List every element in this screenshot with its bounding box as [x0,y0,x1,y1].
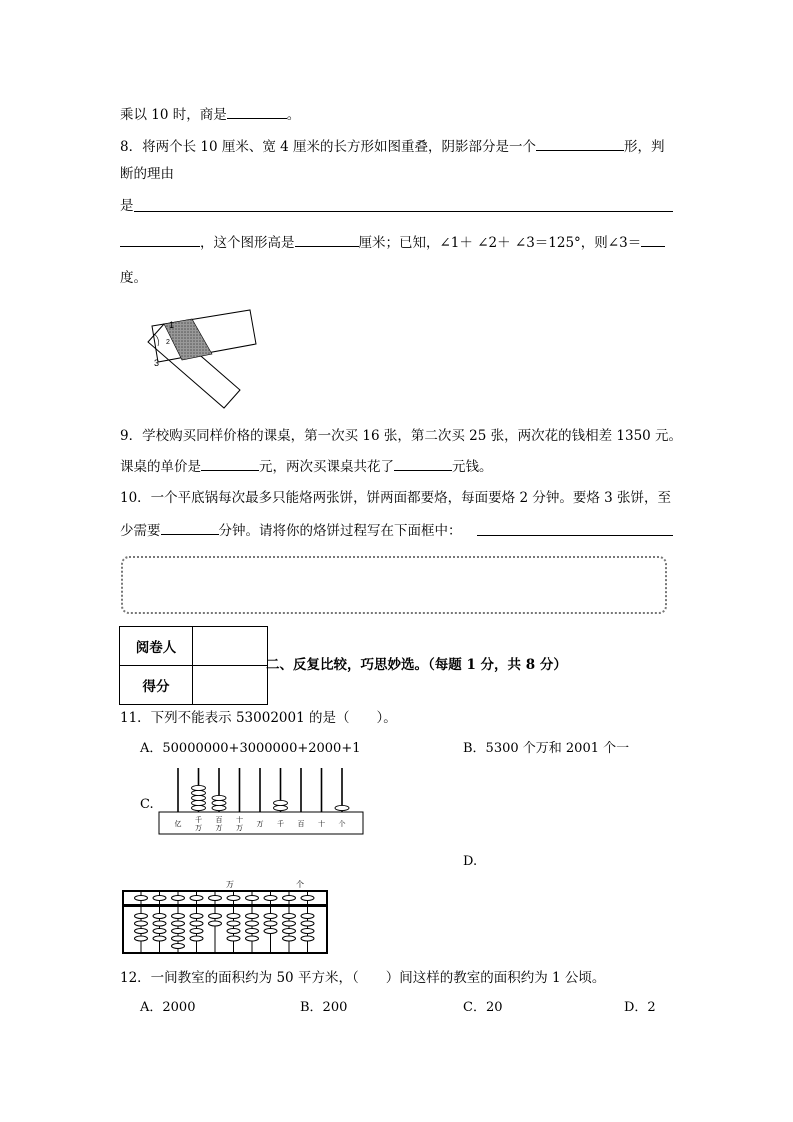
abacus-c-place-label: 万 [236,824,243,832]
abacus-c-bead [212,795,226,800]
abacus-d-bead-lower [135,921,148,926]
q11-option-b[interactable]: B．5300 个万和 2001 个一 [463,741,630,756]
abacus-d-bead-lower [246,914,259,919]
abacus-d-bead-lower [172,921,185,926]
abacus-d-bead-upper [172,896,185,901]
q8-line2: 断的理由 [120,166,174,182]
q8-angle-blank[interactable] [641,232,665,247]
q8-text-a: 8．将两个长 10 厘米、宽 4 厘米的长方形如图重叠，阴影部分是一个 [120,139,537,155]
abacus-d-bead-upper [264,896,277,901]
q10-minutes-blank[interactable] [161,520,219,535]
q8-label-1: 1 [169,320,175,330]
q8-line1 [120,136,665,157]
abacus-d-bead-lower [227,936,240,941]
abacus-d-bead-lower [209,921,222,926]
q11-option-c[interactable]: C. [140,797,154,812]
q12-option-c[interactable]: C．20 [463,1000,503,1015]
q12-option-d[interactable]: D．2 [624,1000,656,1015]
q11-option-a[interactable]: A．50000000+3000000+2000+1 [140,741,361,756]
q8-label-3: 3 [154,358,160,368]
q8-reason-blank[interactable] [134,211,673,212]
abacus-d-bead-lower [246,921,259,926]
abacus-d-bead-lower [172,936,185,941]
abacus-d-bead-lower [153,921,166,926]
abacus-d-bead-upper [283,896,296,901]
abacus-c-place-label: 百 [215,816,223,824]
abacus-d-bead-lower [153,914,166,919]
abacus-c-place-label: 万 [256,820,264,828]
abacus-d-bead-lower [227,921,240,926]
q8-line3: 是 [120,198,134,214]
abacus-c-place-label: 百 [297,820,305,828]
abacus-d-bead-lower [135,929,148,934]
abacus-c-place-label: 十 [236,816,243,824]
abacus-d-bead-lower [301,914,314,919]
abacus-d-bead-upper [227,896,240,901]
q10-process-label: 分钟。请将你的烙饼过程写在下面框中： [218,523,462,539]
abacus-d-bead-lower [209,914,222,919]
abacus-d-bead-lower [190,921,203,926]
q8-angle-formula: ∠1＋ ∠2＋ ∠3＝125°，则∠3＝ [439,235,642,251]
abacus-d-bead-upper [190,896,203,901]
abacus-c-place-label: 万 [215,824,223,832]
q7-tail-text: 乘以 10 时，商是 [120,107,227,123]
q8-height-blank[interactable] [295,232,359,247]
abacus-d-bead-lower [190,936,203,941]
q9-total-label: 元，两次买课桌共花了 [259,459,394,475]
score-table [119,626,268,705]
abacus-d-bead-lower [190,929,203,934]
abacus-d-bead-lower [135,936,148,941]
abacus-d-bead-lower [301,921,314,926]
q10-answer-box[interactable] [121,556,667,614]
q8-height-label: ，这个图形高是 [200,235,295,251]
q11-option-d[interactable]: D. [463,854,478,869]
abacus-d-bead-lower [283,936,296,941]
abacus-c-place-label: 千 [277,820,284,828]
q9-total-blank[interactable] [394,456,452,471]
q10-line2 [120,520,462,541]
q8-line4 [120,232,665,253]
abacus-c-bead [192,795,206,800]
q7-tail-end: 。 [286,107,301,123]
q7-answer-blank[interactable] [227,104,287,119]
abacus-d-bead-lower [246,929,259,934]
q11-abacus-d-figure [120,876,330,956]
abacus-c-bead [212,805,226,810]
abacus-d-bead-lower [301,929,314,934]
q9-line2 [120,456,493,477]
abacus-d-bead-lower [283,929,296,934]
abacus-d-bead-lower [301,936,314,941]
abacus-c-bead [192,790,206,795]
reviewer-cell[interactable] [193,627,268,666]
abacus-d-bead-upper [209,896,222,901]
abacus-d-label-ge: 个 [296,880,304,889]
q9-end-text: 元钱。 [452,459,493,475]
q12-option-a[interactable]: A．2000 [140,1000,196,1015]
q8-label-2: 2 [166,339,170,346]
q8-shape-blank[interactable] [536,136,624,151]
q11-stem: 11．下列不能表示 53002001 的是（ ）。 [120,710,397,726]
abacus-d-bead-lower [246,936,259,941]
abacus-d-bead-upper [246,896,259,901]
abacus-c-bead [192,785,206,790]
score-cell[interactable] [193,666,268,705]
abacus-d-bead-lower [283,921,296,926]
abacus-d-bead-lower [153,936,166,941]
abacus-c-place-label: 万 [195,824,202,832]
score-label: 得分 [120,666,193,705]
q7-tail-line [120,104,300,125]
abacus-c-place-label: 千 [195,816,202,824]
abacus-c-bead [212,800,226,805]
abacus-d-bead-lower [264,929,277,934]
q9-unit-price-blank[interactable] [201,456,259,471]
abacus-d-bead-lower [227,914,240,919]
abacus-c-place-label: 亿 [174,820,182,828]
q10-minutes-label: 少需要 [120,523,161,539]
abacus-c-bead [192,800,206,805]
q8-text-b: 形，判 [624,139,665,155]
section2-heading: 二、反复比较，巧思妙选。（每题 1 分，共 8 分） [266,657,567,673]
abacus-d-bead-lower [172,914,185,919]
q10-process-blank[interactable] [477,535,673,536]
abacus-d-bead-lower [153,929,166,934]
abacus-d-bead-lower [172,929,185,934]
q8-overlap-rectangles-figure [142,304,260,412]
q9-line1: 9．学校购买同样价格的课桌，第一次买 16 张，第二次买 25 张，两次花的钱相差 1350 元。 [120,428,683,444]
abacus-c-place-label: 十 [318,820,325,828]
abacus-d-bead-upper [135,896,148,901]
abacus-d-label-wan: 万 [226,880,234,889]
q12-option-b[interactable]: B．200 [300,1000,348,1015]
abacus-d-bead-lower [135,914,148,919]
abacus-c-bead [274,800,288,805]
abacus-c-bead [274,805,288,810]
abacus-d-bead-lower [264,914,277,919]
q11-abacus-c-figure [158,766,364,838]
abacus-c-bead [192,805,206,810]
abacus-d-bead-lower [190,914,203,919]
reviewer-label: 阅卷人 [120,627,193,666]
abacus-c-bead [335,805,349,810]
abacus-d-bead-lower [172,944,185,949]
q10-line1: 10．一个平底锅每次最多只能烙两张饼，饼两面都要烙，每面要烙 2 分钟。要烙 3 张饼，至 [120,490,672,506]
abacus-c-place-label: 个 [338,820,346,828]
abacus-d-bead-lower [264,921,277,926]
q12-stem: 12．一间教室的面积约为 50 平方米，（ ）间这样的教室的面积约为 1 公顷。 [120,970,606,986]
q8-reason-blank-2[interactable] [120,232,200,247]
abacus-d-bead-lower [283,914,296,919]
q8-known-label: 厘米；已知， [358,235,440,251]
abacus-d-bead-upper [301,896,314,901]
q8-line5: 度。 [120,270,147,286]
abacus-d-bead-upper [153,896,166,901]
q9-unit-price-label: 课桌的单价是 [120,459,201,475]
abacus-d-bead-lower [227,929,240,934]
